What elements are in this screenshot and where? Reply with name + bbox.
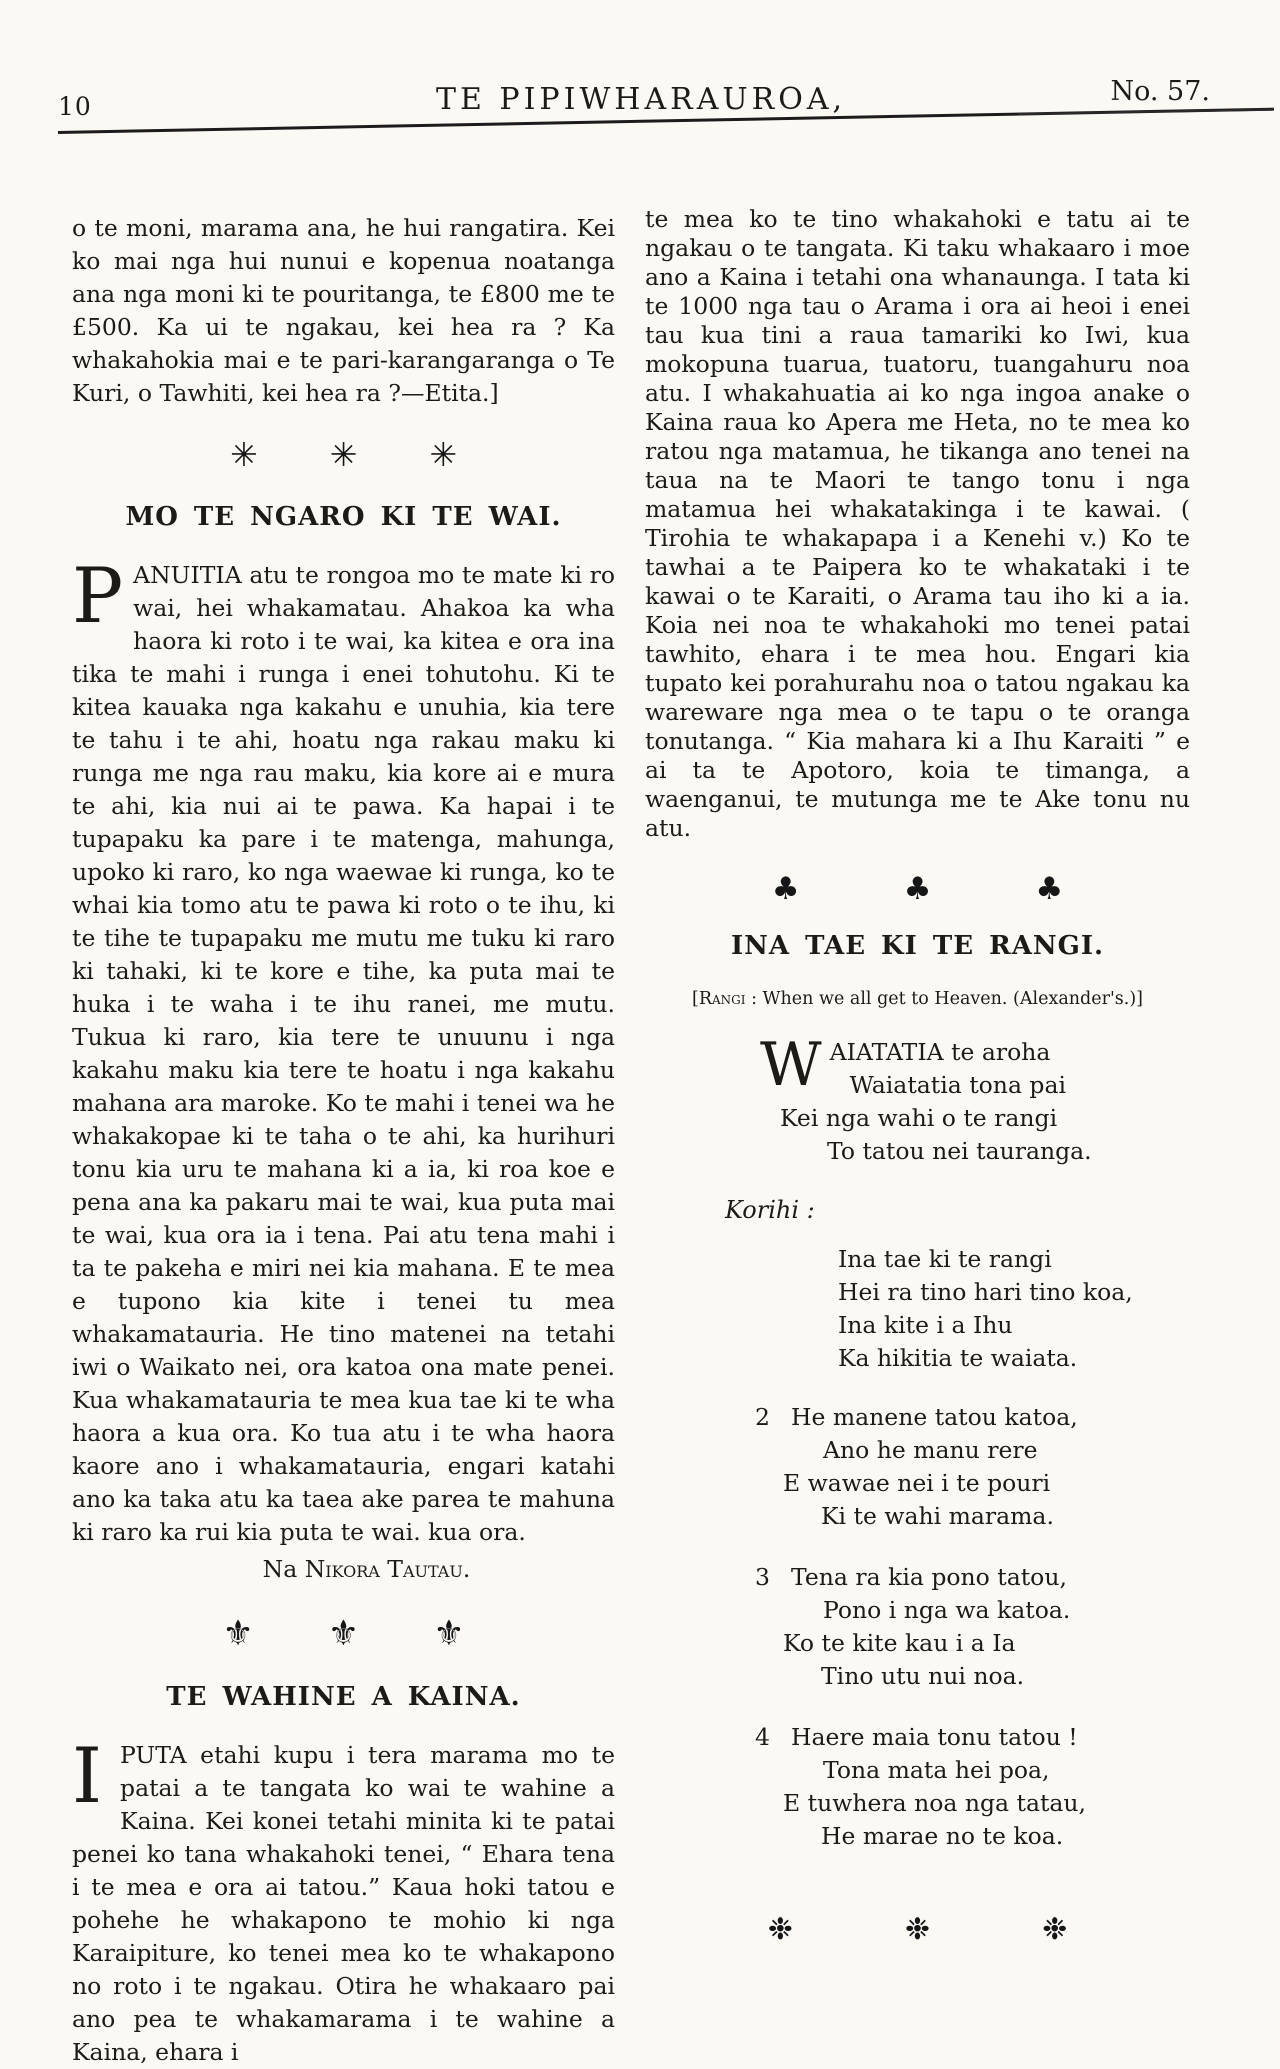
hymn-line: Tino utu nui noa. <box>821 1662 1025 1690</box>
hymn-line: Pono i nga wa katoa. <box>823 1596 1071 1624</box>
article-body <box>72 1731 615 2069</box>
asterisk-ornament-icon: ✳ <box>329 435 358 474</box>
section-divider <box>72 435 615 474</box>
hymn-line: Ina tae ki te rangi <box>838 1245 1052 1273</box>
hymn-line: Tona mata hei poa, <box>823 1756 1050 1784</box>
fleur-de-lis-ornament-icon: ⚜ <box>222 1614 254 1654</box>
signature-name: Nikora Tautau. <box>304 1555 471 1583</box>
masthead-title: TE PIPIWHARAUROA, <box>435 82 847 117</box>
hymn-line: Tena ra kia pono tatou, <box>791 1563 1067 1591</box>
section-divider <box>645 871 1190 907</box>
asterisk-ornament-icon: ✳ <box>429 435 457 474</box>
hymn-line: Ina kite i a Ihu <box>838 1311 1013 1339</box>
hymn-line: Waiatatia tona pai <box>849 1071 1066 1099</box>
fleur-de-lis-ornament-icon: ⚜ <box>327 1614 360 1654</box>
left-column <box>72 212 615 2069</box>
hymn-line: Hei ra tino hari tino koa, <box>838 1278 1133 1306</box>
hymn-line: Ka hikitia te waiata. <box>838 1344 1078 1372</box>
dropcap: I <box>72 1731 103 1820</box>
hymn-line: To tatou nei tauranga. <box>827 1137 1092 1165</box>
hymn-note-label: [Rangi : <box>692 989 757 1009</box>
hymn-line: He marae no te koa. <box>821 1822 1064 1850</box>
page-number: 10 <box>58 92 92 121</box>
hymn-line: Ano he manu rere <box>823 1436 1038 1464</box>
hymn-line: He manene tatou katoa, <box>791 1403 1078 1431</box>
issue-number: No. 57. <box>1110 76 1210 107</box>
hymn-verse-4 <box>755 1721 1190 1853</box>
hymn-chorus <box>838 1243 1190 1375</box>
hymn-line: Kei nga wahi o te rangi <box>780 1104 1058 1132</box>
article-text: ANUITIA atu te rongoa mo te mate ki ro wai, hei whakamatau. Ahakoa ka wha haora ki roto i te wai, ka kitea e ora ina tika te mahi i runga i enei tohutohu. Ki te kitea kauaka nga kakahu e unuhia, kia tere te tahu i te ahi, hoatu nga rakau maku ki runga me nga rau maku, kia kore ai e mura te ahi, kia nui ai te pawa. Ka hapai i te tupapaku ka pare i te matenga, mahunga, upoko ki raro, ko nga waewae ki runga, ko te whai kia tomo atu te pawa ki roto o te ihu, ki te tihe te tupapaku me mutu me tuku ki raro ki tahaki, ki te kore e tihe, ka puta mai te huka i te waha i te ihu ranei, me mutu. Tukua ki raro, kia tere te unuunu i nga kakahu maku kia tere te hoatu i nga kakahu mahana ara maroke. Ko te mahi i tenei wa he whakakopae ki te taha o te ahi, ka hurihuri tonu kia uru te mahana ki a ia, ki roa koe e pena ana ka pakaru mai te wai, kua puta mai te wai, kua ora ia i tena. Pai atu tena mahi i ta te pakeha e miri nei kia mahana. E te mea e tupono kia kite i tenei tu mea whakamatauria. He tino matenei na tetahi iwi o Waikato nei, ora katoa ona mate penei. Kua whakamatauria te mea kua tae ki te wha haora a kua ora. Ko tua atu i te wha haora kaore ano i whakamatauria, engari katahi ano ka taka atu ka taea ake parea te mahuna ki raro ka rui kia puta te wai. kua ora. <box>72 561 615 1546</box>
club-ornament-icon: ♣ <box>903 871 932 907</box>
chorus-label: Korihi : <box>725 1196 815 1224</box>
right-column <box>645 205 1190 1947</box>
dropcap: P <box>72 551 124 640</box>
hymn <box>645 1030 1190 1853</box>
end-ornament-row <box>645 1912 1190 1947</box>
club-ornament-icon: ♣ <box>771 871 800 907</box>
article-text: PUTA etahi kupu i tera marama mo te patai a te tangata ko wai te wahine a Kaina. Kei konei tetahi minita ki te patai penei ko tana whakahoki tenei, “ Ehara tena i te mea e ora ai tatou.” Kaua hoki tatou e pohehe he whakapono te mohio ki nga Karaipiture, ko tenei mea ko te whakapono no roto i te ngakau. Otira he whakaaro pai ano pea te whakamarama i te wahine a Kaina, ehara i <box>72 1741 615 2066</box>
hymn-line: Haere maia tonu tatou ! <box>791 1723 1078 1751</box>
hymn-line: AIATATIA te aroha <box>829 1038 1051 1066</box>
club-ornament-icon: ♣ <box>1035 871 1064 907</box>
hymn-heading: INA TAE KI TE RANGI. <box>730 931 1105 961</box>
verse-number: 4 <box>755 1723 770 1751</box>
snowflake-ornament-icon: ❉ <box>767 1912 793 1947</box>
hymn-line: Ko te kite kau i a Ia <box>783 1629 1016 1657</box>
verse-number: 2 <box>755 1403 770 1431</box>
article-body <box>72 551 615 1549</box>
hymn-line: E wawae nei i te pouri <box>783 1469 1051 1497</box>
dropcap: W <box>760 1030 822 1100</box>
article-heading: TE WAHINE A KAINA. <box>166 1682 521 1712</box>
verse-number: 3 <box>755 1563 770 1591</box>
continuation-paragraph: te mea ko te tino whakahoki e tatu ai te ngakau o te tangata. Ki taku whakaaro i moe ano a Kaina i tetahi ona whanaunga. I tata ki te 1000 nga tau o Arama i ora ai heoi i enei tau kua tini a raua tamariki ko Iwi, kua mokopuna tuarua, tuatoru, tuangahuru noa atu. I whakahuatia ai ko nga ingoa anake o Kaina raua ko Apera me Heta, no te mea ko ratou nga matamua, he tikanga ano tenei na taua na te Maori te tango tonu i nga matamua hei whakatakinga i te kawai. ( Tirohia te whakapapa i a Kenehi v.) Ko te tawhai a te Paipera ko te whakataki i te kawai o te Karaiti, o Arama tau iho ki a ia. Koia nei noa te whakahoki mo tenei patai tawhito, ehara i te mea hou. Engari kia tupato kei porahurahu noa o tatou ngakau ka wareware nga mea o te tapu o te oranga tonutanga. “ Kia mahara ki a Ihu Karaiti ” e ai ta te Apotoro, koia te timanga, a waenganui, te mutunga me te Ake tonu nu atu. <box>645 205 1190 842</box>
hymn-note <box>645 988 1190 1010</box>
hymn-verse-1 <box>760 1030 1190 1168</box>
snowflake-ornament-icon: ❉ <box>1042 1912 1068 1947</box>
article-heading: MO TE NGARO KI TE WAI. <box>125 502 562 532</box>
hymn-verse-3 <box>755 1561 1190 1693</box>
hymn-line: E tuwhera noa nga tatau, <box>783 1789 1087 1817</box>
snowflake-ornament-icon: ❉ <box>904 1912 931 1947</box>
hymn-line: Ki te wahi marama. <box>821 1502 1054 1530</box>
continuation-paragraph: o te moni, marama ana, he hui rangatira. Kei ko mai nga hui nunui e kopenua noatanga ana nga moni ki te pouritanga, te £800 me te £500. Ka ui te ngakau, kei hea ra ? Ka whakahokia mai e te pari-karangaranga o Te Kuri, o Tawhiti, kei hea ra ?—Etita.] <box>72 214 615 407</box>
section-divider <box>72 1614 615 1654</box>
signature <box>72 1553 615 1586</box>
hymn-verse-2 <box>755 1401 1190 1533</box>
hymn-note-text: When we all get to Heaven. (Alexander's.)] <box>756 989 1143 1009</box>
asterisk-ornament-icon: ✳ <box>230 435 258 474</box>
signature-prefix: Na <box>262 1555 305 1583</box>
fleur-de-lis-ornament-icon: ⚜ <box>433 1614 465 1654</box>
